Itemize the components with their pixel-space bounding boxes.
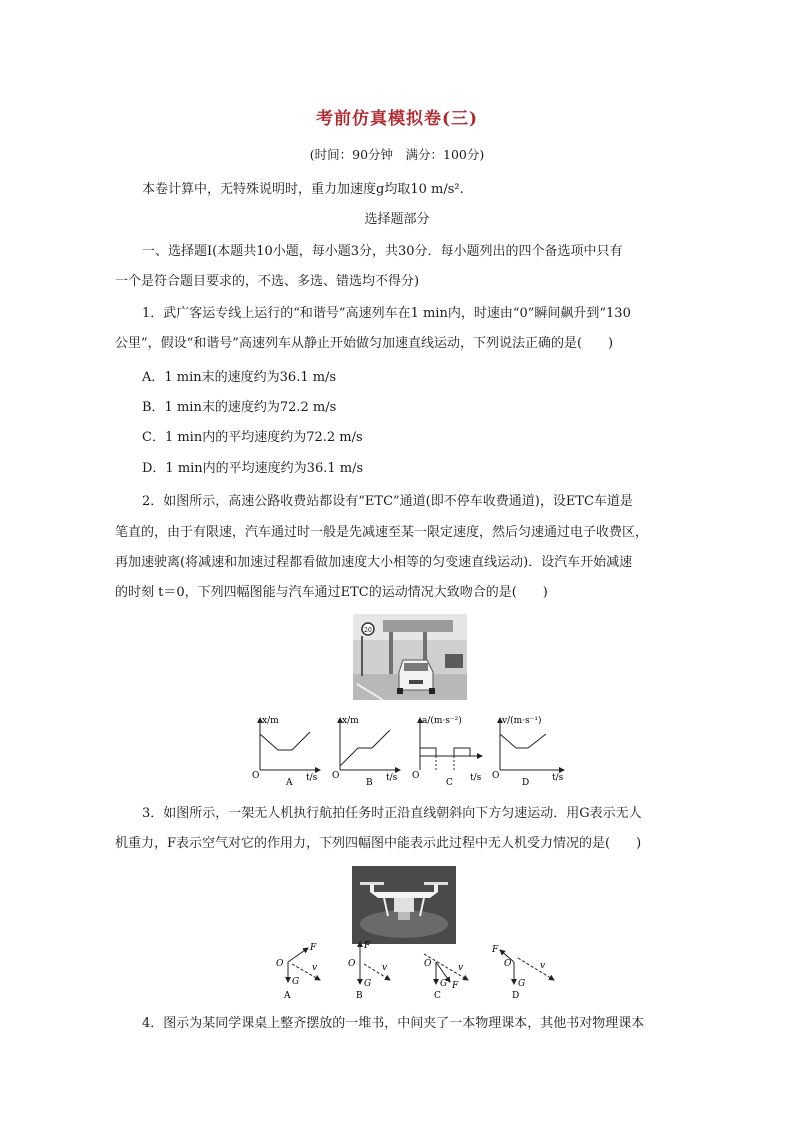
exam-info: (时间：90分钟 满分：100分) [309, 147, 485, 162]
svg-text:F: F [364, 941, 371, 951]
q2-graphs [248, 712, 578, 788]
svg-text:A: A [286, 778, 293, 788]
svg-text:O: O [332, 771, 340, 781]
force-diagram-c [424, 954, 468, 1001]
svg-text:x/m: x/m [262, 716, 279, 726]
svg-text:O: O [412, 771, 420, 781]
svg-text:v: v [458, 963, 464, 973]
svg-text:x/m: x/m [342, 716, 359, 726]
svg-text:O: O [348, 959, 356, 969]
svg-text:F: F [310, 943, 317, 953]
svg-text:v: v [540, 961, 546, 971]
svg-text:C: C [446, 778, 453, 788]
q1-option-d: D．1 min内的平均速度约为36.1 m/s [142, 461, 364, 476]
svg-text:O: O [252, 771, 260, 781]
q1-stem-1: 1．武广客运专线上运行的“和谐号”高速列车在1 min内，时速由“0”瞬间飙升到“130 [142, 306, 631, 321]
svg-text:t/s: t/s [386, 773, 398, 783]
svg-text:D: D [522, 778, 530, 788]
svg-text:v: v [312, 963, 318, 973]
drone-photo [352, 866, 456, 944]
graph-c [412, 715, 482, 788]
svg-text:F: F [492, 945, 499, 955]
svg-text:O: O [276, 959, 284, 969]
force-diagram-b [348, 941, 390, 1001]
force-diagram-d [491, 945, 554, 1001]
svg-text:B: B [356, 991, 363, 1001]
q2-stem-4: 的时刻 t＝0，下列四幅图能与汽车通过ETC的运动情况大致吻合的是( ) [115, 585, 548, 600]
q1-option-a: A．1 min末的速度约为36.1 m/s [142, 370, 337, 385]
svg-text:t/s: t/s [470, 773, 482, 783]
section-heading: 选择题部分 [364, 212, 430, 227]
q2-stem-3: 再加速驶离(将减速和加速过程都看做加速度大小相等的匀变速直线运动)．设汽车开始减速 [115, 555, 633, 570]
q3-stem-1: 3．如图所示，一架无人机执行航拍任务时正沿直线朝斜向下方匀速运动．用G表示无人 [142, 806, 642, 821]
svg-text:20: 20 [364, 627, 372, 634]
q2-stem-2: 笔直的，由于有限速，汽车通过时一般是先减速至某一限定速度，然后匀速通过电子收费区， [115, 525, 649, 540]
graph-a [252, 716, 320, 788]
q1-stem-2: 公里”，假设“和谐号”高速列车从静止开始做匀加速直线运动，下列说法正确的是( ) [115, 336, 614, 351]
q3-stem-2: 机重力，F表示空气对它的作用力，下列四幅图中能表示此过程中无人机受力情况的是( ) [115, 836, 642, 851]
svg-text:O: O [424, 959, 432, 969]
svg-text:D: D [512, 991, 520, 1001]
svg-text:G: G [440, 979, 448, 989]
q1-option-c: C．1 min内的平均速度约为72.2 m/s [142, 430, 363, 445]
svg-text:a/(m·s⁻²): a/(m·s⁻²) [422, 716, 462, 726]
q3-force-diagrams [272, 940, 562, 1002]
gravity-note: 本卷计算中，无特殊说明时，重力加速度g均取10 m/s². [142, 182, 464, 197]
graph-b [332, 716, 400, 788]
svg-text:B: B [366, 778, 373, 788]
q2-stem-1: 2．如图所示，高速公路收费站都设有“ETC”通道(即不停车收费通道)，设ETC车道是 [142, 494, 633, 509]
section-intro-2: 一个是符合题目要求的，不选、多选、错选均不得分) [115, 274, 420, 289]
svg-text:v: v [382, 963, 388, 973]
section-intro-1: 一、选择题Ⅰ(本题共10小题，每小题3分，共30分．每小题列出的四个备选项中只有 [142, 244, 623, 259]
svg-text:G: G [518, 979, 526, 989]
svg-text:t/s: t/s [552, 773, 564, 783]
svg-text:t/s: t/s [306, 773, 318, 783]
graph-d [492, 715, 564, 788]
svg-text:C: C [434, 991, 441, 1001]
page-title: 考前仿真模拟卷(三) [315, 109, 479, 129]
svg-text:O: O [492, 771, 500, 781]
svg-text:G: G [292, 977, 300, 987]
force-diagram-a [276, 943, 320, 1001]
svg-text:G: G [364, 979, 372, 989]
etc-photo [353, 614, 467, 700]
svg-text:F: F [452, 981, 459, 991]
q1-option-b: B．1 min末的速度约为72.2 m/s [142, 400, 337, 415]
svg-text:v/(m·s⁻¹): v/(m·s⁻¹) [502, 716, 542, 726]
svg-text:A: A [284, 991, 291, 1001]
q4-stem-1: 4．图示为某同学课桌上整齐摆放的一堆书，中间夹了一本物理课本，其他书对物理课本 [142, 1016, 645, 1031]
svg-text:O: O [504, 959, 512, 969]
